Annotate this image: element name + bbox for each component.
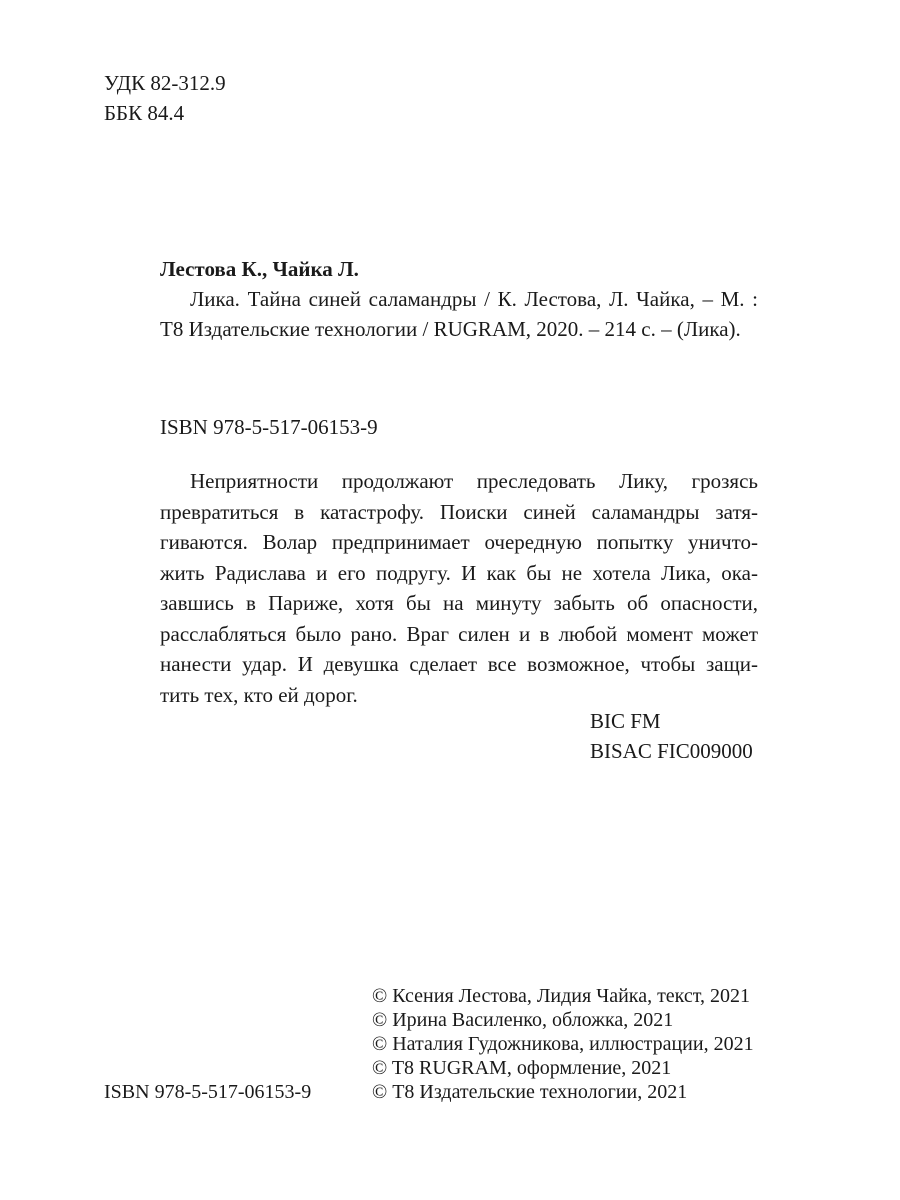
- authors: Лестова К., Чайка Л.: [160, 257, 359, 281]
- bibliographic-record: [160, 254, 758, 344]
- classification-codes: [104, 68, 226, 128]
- bbk-code: ББК 84.4: [104, 101, 185, 125]
- annotation-line: тить тех, кто ей дорог.: [160, 682, 358, 707]
- annotation-line: Неприятности продолжают преследовать Лику, грозясь: [190, 469, 758, 493]
- subject-codes: [590, 706, 753, 766]
- copyright-notices: [372, 984, 754, 1104]
- annotation-line: превратиться в катастрофу. Поиски синей саламандры затя-: [160, 499, 758, 524]
- copyright-line: © Ирина Василенко, обложка, 2021: [372, 1009, 674, 1031]
- annotation-line: гиваются. Волар предпринимает очередную попытку уничто-: [160, 530, 758, 554]
- bic-code: BIC FM: [590, 709, 661, 733]
- bibliographic-description: Лика. Тайна синей саламандры / К. Лестова, Л. Чайка, – М. : Т8 Издательские технологии / RUGRAM, 2020. – 214 с. – (Лика).: [160, 287, 758, 341]
- isbn-footer: ISBN 978-5-517-06153-9: [104, 1081, 312, 1103]
- annotation-line: нанести удар. И девушка сделает все возможное, чтобы защи-: [160, 652, 758, 676]
- copyright-line: © Т8 Издательские технологии, 2021: [372, 1081, 688, 1103]
- isbn-main: ISBN 978-5-517-06153-9: [160, 415, 378, 439]
- copyright-line: © T8 RUGRAM, оформление, 2021: [372, 1057, 672, 1079]
- copyright-line: © Наталия Гудожникова, иллюстрации, 2021: [372, 1033, 754, 1055]
- copyright-line: © Ксения Лестова, Лидия Чайка, текст, 2021: [372, 985, 751, 1007]
- bisac-code: BISAC FIC009000: [590, 739, 753, 763]
- annotation: [160, 466, 758, 710]
- annotation-line: завшись в Париже, хотя бы на минуту забыть об опасности,: [160, 591, 758, 615]
- udk-code: УДК 82-312.9: [104, 71, 226, 95]
- annotation-line: жить Радислава и его подругу. И как бы не хотела Лика, ока-: [160, 560, 758, 585]
- annotation-line: расслабляться было рано. Враг силен и в любой момент может: [160, 621, 758, 646]
